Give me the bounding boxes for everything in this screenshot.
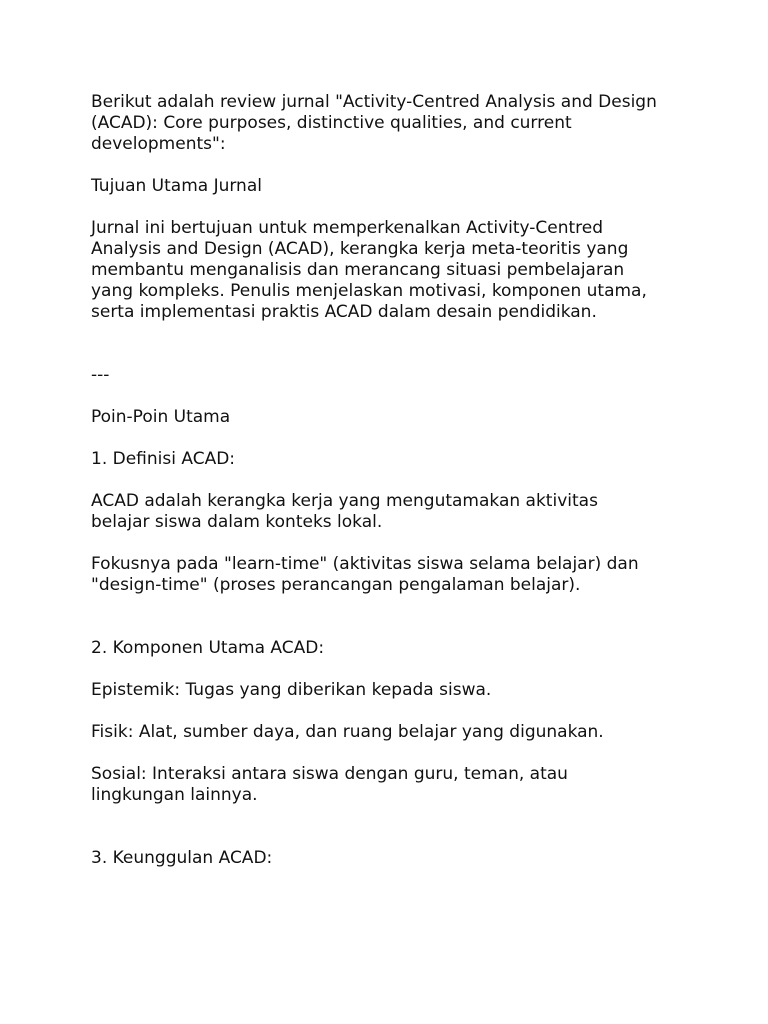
heading-tujuan-text: Tujuan Utama Jurnal [91,176,262,196]
section2-title-text: 2. Komponen Utama ACAD: [91,638,325,658]
heading-poin-text: Poin-Poin Utama [91,407,231,427]
sosial-line: lingkungan lainnya. [91,785,258,805]
tujuan-line: serta implementasi praktis ACAD dalam desain pendidikan. [91,302,597,322]
section2-title [91,638,691,659]
intro-line: (ACAD): Core purposes, distinctive qualities, and current [91,113,572,133]
document-page [91,92,691,869]
section2-sosial [91,764,691,806]
separator-text: --- [91,365,110,385]
section2-epistemik [91,680,691,701]
epistemik-text: Epistemik: Tugas yang diberikan kepada siswa. [91,680,492,700]
section2-fisik [91,722,691,743]
tujuan-line: Jurnal ini bertujuan untuk memperkenalkan Activity-Centred [91,218,604,238]
section1-p1-line: ACAD adalah kerangka kerja yang mengutamakan aktivitas [91,491,598,511]
tujuan-line: Analysis and Design (ACAD), kerangka kerja meta-teoritis yang [91,239,629,259]
section1-paragraph-1 [91,491,691,533]
section1-p1-line: belajar siswa dalam konteks lokal. [91,512,383,532]
intro-line: Berikut adalah review jurnal "Activity-Centred Analysis and Design [91,92,657,112]
section1-p2-line: "design-time" (proses perancangan pengalaman belajar). [91,575,581,595]
section3-title [91,848,691,869]
section1-p2-line: Fokusnya pada "learn-time" (aktivitas siswa selama belajar) dan [91,554,639,574]
separator [91,365,691,386]
fisik-text: Fisik: Alat, sumber daya, dan ruang belajar yang digunakan. [91,722,604,742]
intro-line: developments": [91,134,226,154]
section1-paragraph-2 [91,554,691,596]
tujuan-paragraph [91,218,691,323]
section3-title-text: 3. Keunggulan ACAD: [91,848,273,868]
intro-paragraph [91,92,691,155]
section1-title [91,449,691,470]
sosial-line: Sosial: Interaksi antara siswa dengan guru, teman, atau [91,764,568,784]
heading-poin [91,407,691,428]
heading-tujuan [91,176,691,197]
tujuan-line: yang kompleks. Penulis menjelaskan motivasi, komponen utama, [91,281,647,301]
section1-title-text: 1. Definisi ACAD: [91,449,236,469]
tujuan-line: membantu menganalisis dan merancang situasi pembelajaran [91,260,625,280]
